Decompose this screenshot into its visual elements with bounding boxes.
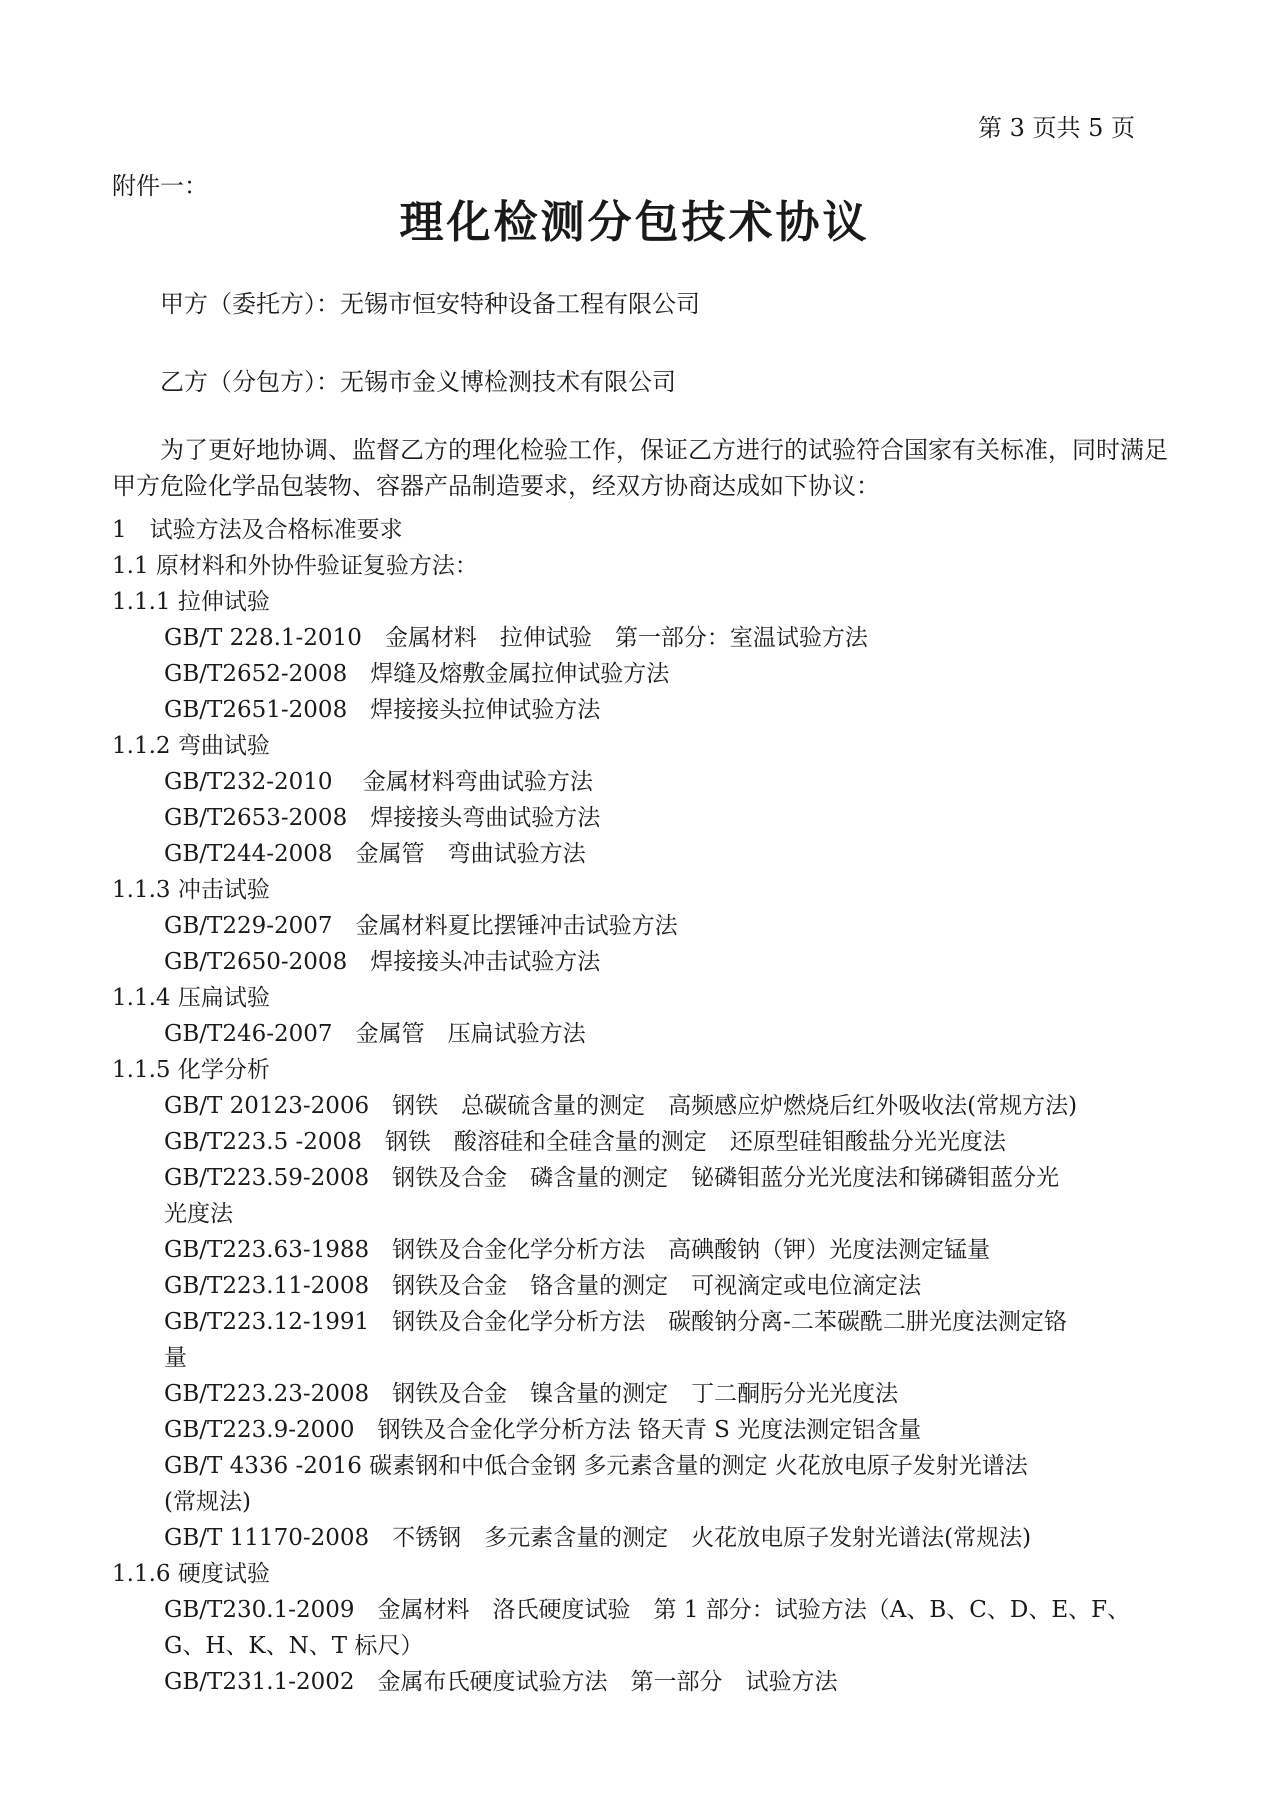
standard-item: GB/T 228.1-2010 金属材料 拉伸试验 第一部分：室温试验方法: [164, 625, 868, 651]
standard-item-continuation: 光度法: [164, 1201, 233, 1227]
standard-item: GB/T 20123-2006 钢铁 总碳硫含量的测定 高频感应炉燃烧后红外吸收法(常规方法): [164, 1093, 1078, 1119]
standard-item: GB/T2652-2008 焊缝及熔敷金属拉伸试验方法: [164, 661, 670, 687]
standard-item: GB/T244-2008 金属管 弯曲试验方法: [164, 841, 586, 867]
standard-item-continuation: G、H、K、N、T 标尺）: [164, 1633, 424, 1659]
standard-item: GB/T246-2007 金属管 压扁试验方法: [164, 1021, 586, 1047]
standard-item: GB/T223.59-2008 钢铁及合金 磷含量的测定 铋磷钼蓝分光光度法和锑磷钼蓝分光: [164, 1165, 1060, 1191]
standard-item: GB/T229-2007 金属材料夏比摆锤冲击试验方法: [164, 913, 678, 939]
subsection-heading: 1.1.5 化学分析: [112, 1057, 270, 1083]
standard-item: GB/T223.9-2000 钢铁及合金化学分析方法 铬天青 S 光度法测定铝含量: [164, 1417, 922, 1443]
party-a: 甲方（委托方）：无锡市恒安特种设备工程有限公司: [160, 290, 700, 318]
subsection-heading: 1.1.6 硬度试验: [112, 1561, 270, 1587]
standard-item: GB/T223.5 -2008 钢铁 酸溶硅和全硅含量的测定 还原型硅钼酸盐分光光度法: [164, 1129, 1006, 1155]
section-heading: 1 试验方法及合格标准要求: [112, 517, 403, 543]
section-heading: 1.1 原材料和外协件验证复验方法：: [112, 553, 478, 579]
standard-item: GB/T 4336 -2016 碳素钢和中低合金钢 多元素含量的测定 火花放电原子发射光谱法: [164, 1453, 1028, 1479]
standard-item: GB/T2653-2008 焊接接头弯曲试验方法: [164, 805, 601, 831]
subsection-heading: 1.1.4 压扁试验: [112, 985, 270, 1011]
standard-item-continuation: 量: [164, 1345, 187, 1371]
standard-item: GB/T232-2010 金属材料弯曲试验方法: [164, 769, 593, 795]
document-title: 理化检测分包技术协议: [399, 197, 870, 248]
subsection-heading: 1.1.2 弯曲试验: [112, 733, 270, 759]
standard-item-continuation: (常规法): [164, 1489, 251, 1515]
subsection-heading: 1.1.1 拉伸试验: [112, 589, 270, 615]
standard-item: GB/T2651-2008 焊接接头拉伸试验方法: [164, 697, 601, 723]
standard-item: GB/T223.11-2008 钢铁及合金 铬含量的测定 可视滴定或电位滴定法: [164, 1273, 922, 1299]
document-body: [112, 512, 1182, 1700]
attachment-label: 附件一：: [112, 172, 208, 200]
party-b: 乙方（分包方）：无锡市金义博检测技术有限公司: [160, 368, 676, 396]
standard-item: GB/T2650-2008 焊接接头冲击试验方法: [164, 949, 601, 975]
intro-paragraph: 为了更好地协调、监督乙方的理化检验工作，保证乙方进行的试验符合国家有关标准，同时满足甲方危险化学品包装物、容器产品制造要求，经双方协商达成如下协议：: [112, 436, 1168, 500]
standard-item: GB/T 11170-2008 不锈钢 多元素含量的测定 火花放电原子发射光谱法(常规法): [164, 1525, 1032, 1551]
standard-item: GB/T223.12-1991 钢铁及合金化学分析方法 碳酸钠分离-二苯碳酰二肼光度法测定铬: [164, 1309, 1067, 1335]
standard-item: GB/T231.1-2002 金属布氏硬度试验方法 第一部分 试验方法: [164, 1669, 838, 1695]
subsection-heading: 1.1.3 冲击试验: [112, 877, 270, 903]
standard-item: GB/T230.1-2009 金属材料 洛氏硬度试验 第 1 部分：试验方法（A、B、C、D、E、F、: [164, 1597, 1131, 1623]
page-number: 第 3 页共 5 页: [978, 114, 1136, 142]
standard-item: GB/T223.23-2008 钢铁及合金 镍含量的测定 丁二酮肟分光光度法: [164, 1381, 899, 1407]
standard-item: GB/T223.63-1988 钢铁及合金化学分析方法 高碘酸钠（钾）光度法测定锰量: [164, 1237, 991, 1263]
